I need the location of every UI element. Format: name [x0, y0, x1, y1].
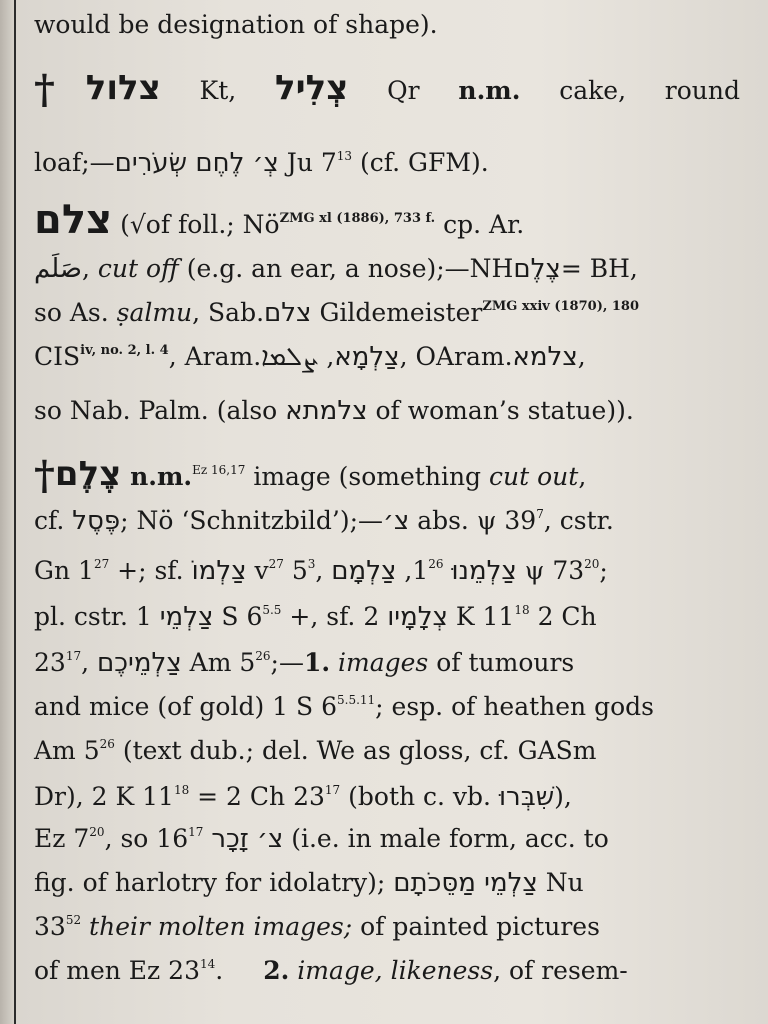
text-line-6: so As. ṣalmu, Sab.צלם Gildemeister$^{ZMG xxiv (1870), 180}$: [34, 298, 640, 328]
text-line-4: צלם (√of foll.; $Nö^{ZMG xl (1886), 733 f.}$ cp. Ar.: [34, 197, 525, 243]
page-gutter: [0, 0, 14, 1024]
text-line-3: loaf;—צְ׳ לֶחֶם שְׂעֹרִים Ju $7^{13}$ (cf. GFM).: [34, 148, 489, 178]
column-rule: [14, 0, 16, 1024]
text-line-12: pl. cstr. צַלְמֵי 1 S $6^{5.5}$ +, sf. צְלָמָיו 2 K $11^{18}$ 2 Ch: [34, 602, 597, 632]
text-line-9: †צֶלֶם n.m.$^{Ez 16,17}$ image (something cut out,: [34, 452, 587, 499]
text-line-1: would be designation of shape).: [34, 10, 438, 39]
text-line-7: $CIS^{iv, no. 2, l. 4}$, Aram. צַלְמָא, ܨܠܡܐ , OAram.צלמא,: [34, 342, 586, 372]
text-line-11: Gn $1^{27}$ +; sf. צַלְמוֹ $v^{27}$ $5^3$, צַלְמֵנוּ $1^{26}$, צַלְמָם ψ $73^{20}$;: [34, 556, 608, 586]
text-line-20: of men Ez $23^{14}$. 2. image, likeness, of resem-: [34, 956, 628, 985]
text-line-15: Am $5^{26}$ (text dub.; del. We as gloss, cf. GASm: [34, 736, 597, 765]
text-line-10: cf. פֶּסֶל; Nö ‘Schnitzbild’);—צ׳ abs. ψ $39^7$, cstr.: [34, 506, 614, 536]
text-line-13: $23^{17}$, צַלְמֵיכֶם Am $5^{26};—1$. images of tumours: [34, 648, 575, 678]
text-line-18: fig. of harlotry for idolatry); צַלְמֵי מַסֵּכֹתָם Nu: [34, 868, 584, 898]
text-line-16: Dr), 2 K $11^{18} = 2$ Ch $23^{17}$ (both c. vb. שִׁבְּרוּ),: [34, 782, 572, 812]
text-line-19: $33^{52}$ their molten images; of painted pictures: [34, 912, 600, 941]
text-line-8: so Nab. Palm. (also צלמתא of woman’s statue)).: [34, 396, 634, 426]
text-line-2: †צלול Kt, צְלִיל Qr n.m. cake, round: [34, 66, 741, 113]
text-line-14: and mice (of gold) 1 S $6^{5.5.11}$; esp. of heathen gods: [34, 692, 654, 721]
text-line-17: Ez $7^{20}$, so צ׳ זָכָר $16^{17}$ (i.e. in male form, acc. to: [34, 824, 609, 854]
text-line-5: صَلَم, cut off (e.g. an ear, a nose);—NHצֶלֶם= BH,: [34, 254, 638, 284]
